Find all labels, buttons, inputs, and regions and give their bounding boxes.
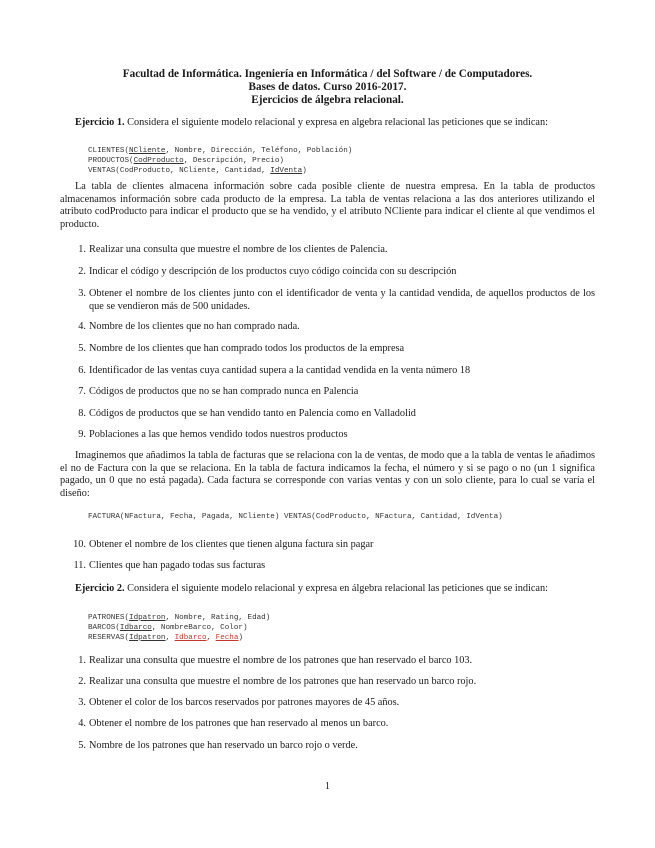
item-text: Obtener el color de los barcos reservados por patrones mayores de 45 años. (89, 697, 400, 708)
item-text: Códigos de productos que se han vendido tanto en Palencia como en Valladolid (89, 408, 416, 419)
schema-text: , Descripción, Precio) (183, 157, 284, 165)
schema-key: NCliente (129, 147, 166, 155)
item-text: Nombre de los clientes que han comprado todos los productos de la empresa (89, 343, 405, 354)
item-text: Clientes que han pagado todas sus facturas (89, 560, 266, 571)
item-text: Poblaciones a las que hemos vendido todos nuestros productos (89, 429, 348, 440)
header-line-1: Facultad de Informática. Ingeniería en Informática / del Software / de Computadores. (122, 68, 533, 80)
ej1-description: La tabla de clientes almacena información sobre cada posible cliente de nuestra empresa. En la tabla de productos almacenamos información sobre cada producto de la empresa. La tabla de ventas relaciona a las dos anteriores utilizando el atributo codProducto para indicar el producto que se ha vendido, y el atributo NCliente para indicar el cliente al que vendimos el producto. (60, 181, 595, 230)
ej1-schema-2: FACTURA(NFactura, Fecha, Pagada, NCliente) VENTAS(CodProducto, NFactura, Cantidad, IdVenta) (88, 513, 503, 521)
schema-foreign-key: Idbarco (174, 634, 207, 642)
schema-text: , NombreBarco, Color) (151, 624, 248, 632)
item-number: 11. (73, 560, 86, 571)
ej1-label: Ejercicio 1. (75, 117, 125, 128)
item-number: 5. (78, 343, 86, 354)
ej1-intro-text: Considera el siguiente modelo relacional y expresa en algebra relacional las peticiones que se indican: (127, 117, 549, 128)
item-number: 8. (78, 408, 86, 419)
schema-foreign-key: Fecha (215, 634, 239, 642)
item-number: 1. (78, 244, 86, 255)
schema-key: Idpatron (129, 634, 166, 642)
item-text: Obtener el nombre de los clientes junto con el identificador de venta y la cantidad vendida, de aquellos productos de los que se vendieron más de 500 unidades. (89, 288, 595, 312)
schema-text: , (206, 634, 216, 642)
item-number: 3. (78, 288, 86, 299)
item-number: 2. (78, 266, 86, 277)
item-text: Indicar el código y descripción de los productos cuyo código coincida con su descripción (89, 266, 457, 277)
item-number: 1. (78, 655, 86, 666)
schema-key: CodProducto (133, 157, 184, 165)
ej2-intro-text: Considera el siguiente modelo relacional y expresa en álgebra relacional las peticiones que se indican: (127, 583, 549, 594)
header-line-2: Bases de datos. Curso 2016-2017. (248, 81, 407, 93)
ej1-schema (88, 146, 352, 176)
ej2-intro (60, 583, 595, 596)
schema-text: ) (302, 167, 307, 175)
schema-text: , Nombre, Dirección, Teléfono, Población) (165, 147, 353, 155)
item-text: Identificador de las ventas cuya cantidad supera a la cantidad vendida en la venta número 18 (89, 365, 471, 376)
schema-key: IdVenta (270, 167, 303, 175)
ej1-intro (60, 117, 595, 130)
schema-text: , (165, 634, 175, 642)
item-number: 7. (78, 386, 86, 397)
item-number: 10. (73, 539, 86, 550)
item-text: Obtener el nombre de los clientes que tienen alguna factura sin pagar (89, 539, 374, 550)
item-text: Realizar una consulta que muestre el nombre de los patrones que han reservado el barco 103. (89, 655, 473, 666)
item-number: 5. (78, 740, 86, 751)
item-number: 4. (78, 718, 86, 729)
schema-text: PATRONES( (88, 614, 130, 622)
schema-text: , Nombre, Rating, Edad) (165, 614, 271, 622)
schema-key: Idbarco (119, 624, 152, 632)
item-text: Nombre de los patrones que han reservado un barco rojo o verde. (89, 740, 358, 751)
item-number: 9. (78, 429, 86, 440)
item-text: Nombre de los clientes que no han comprado nada. (89, 321, 300, 332)
schema-text: ) (238, 634, 243, 642)
item-number: 4. (78, 321, 86, 332)
schema-text: VENTAS(CodProducto, NCliente, Cantidad, (88, 167, 271, 175)
item-text: Obtener el nombre de los patrones que han reservado al menos un barco. (89, 718, 389, 729)
schema-key: Idpatron (129, 614, 166, 622)
ej2-schema (88, 613, 270, 643)
item-number: 3. (78, 697, 86, 708)
header-line-3: Ejercicios de álgebra relacional. (251, 94, 404, 106)
item-number: 6. (78, 365, 86, 376)
item-text: Realizar una consulta que muestre el nombre de los clientes de Palencia. (89, 244, 388, 255)
ej2-label: Ejercicio 2. (75, 583, 125, 594)
item-text: Códigos de productos que no se han comprado nunca en Palencia (89, 386, 359, 397)
schema-text: BARCOS( (88, 624, 120, 632)
page-number: 1 (324, 781, 331, 792)
ej1-description-2: Imaginemos que añadimos la tabla de facturas que se relaciona con la de ventas, de modo que a la tabla de ventas le añadimos el no de Factura con la que se relaciona. En la tabla de factura indicamos la fecha, el número y si se pago o no (un 1 significa pagado, un 0 que no está pagada). Cada factura se corresponde con varias ventas y con un solo cliente, para lo cual se varía el diseño: (60, 450, 595, 499)
schema-text: CLIENTES( (88, 147, 130, 155)
schema-text: RESERVAS( (88, 634, 130, 642)
item-text: Realizar una consulta que muestre el nombre de los patrones que han reservado un barco rojo. (89, 676, 477, 687)
schema-text: PRODUCTOS( (88, 157, 134, 165)
item-number: 2. (78, 676, 86, 687)
